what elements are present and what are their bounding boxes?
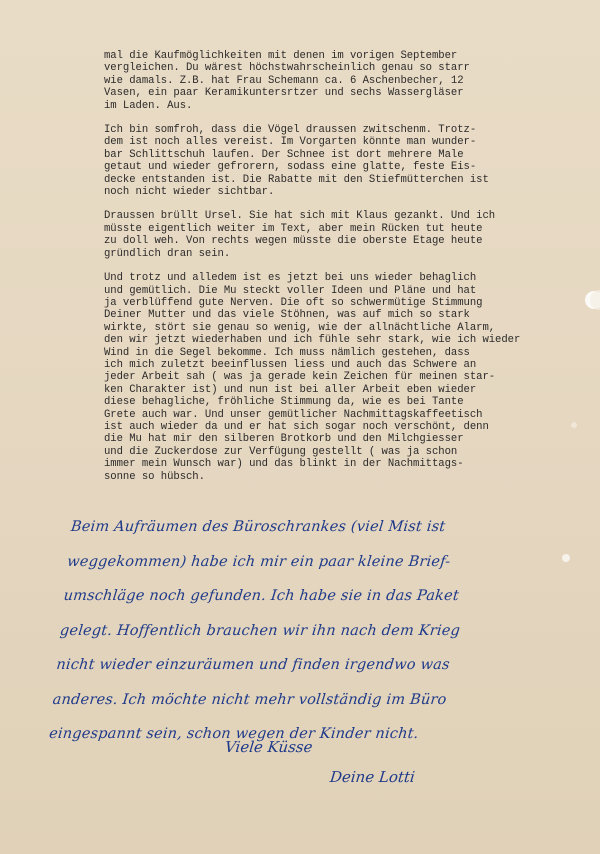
- typed-paragraph: [104, 50, 564, 112]
- typed-line: sonne so hübsch.: [104, 470, 205, 483]
- typed-line: diese behagliche, fröhliche Stimmung da, wie es bei Tante: [104, 396, 464, 409]
- typed-line: ken Charakter ist) und nun ist bei aller Arbeit eben wieder: [104, 383, 477, 396]
- typed-line: jeder Arbeit sah ( was ja gerade kein Zeichen für meinen star-: [104, 371, 496, 384]
- typed-line: dem ist noch alles vereist. Im Vorgarten könnte man wunder-: [104, 136, 477, 149]
- typed-line: wie damals. Z.B. hat Frau Schemann ca. 6 Aschenbecher, 12: [104, 74, 464, 87]
- handwritten-line: umschläge noch gefunden. Ich habe sie in das Paket: [62, 588, 460, 604]
- handwritten-line: gelegt. Hoffentlich brauchen wir ihn nach dem Krieg: [59, 622, 461, 639]
- handwritten-line: anderes. Ich möchte nicht mehr vollständig im Büro: [51, 691, 448, 708]
- closing-greeting: Viele Küsse: [224, 738, 314, 756]
- typed-line: und gemütlich. Die Mu steckt voller Ideen und Pläne und hat: [104, 284, 477, 297]
- handwritten-postscript: [47, 510, 592, 752]
- typed-line: wirkte, stört sie genau so wenig, wie der allnächtliche Alarm,: [104, 321, 496, 334]
- typed-line: und die Zuckerdose zur Verfügung gestellt ( was ja schon: [104, 445, 458, 458]
- typed-line: Deiner Mutter und das viele Stöhnen, was auf mich so stark: [104, 309, 470, 322]
- typed-line: den wir jetzt wiederhaben und ich fühle sehr stark, wie ich wieder: [104, 334, 521, 347]
- typed-line: Und trotz und alledem ist es jetzt bei uns wieder behaglich: [104, 272, 477, 285]
- signature: Deine Lotti: [329, 768, 416, 786]
- typed-line: im Laden. Aus.: [104, 99, 193, 112]
- typed-line: bar Schlittschuh laufen. Der Schnee ist dort mehrere Male: [104, 148, 464, 161]
- handwritten-line: eingespannt sein, schon wegen der Kinder nicht.: [48, 726, 420, 742]
- typed-line: Draussen brüllt Ursel. Sie hat sich mit Klaus gezankt. Und ich: [104, 210, 496, 223]
- typed-line: Vasen, ein paar Keramikuntersrtzer und sechs Wassergläser: [104, 87, 464, 100]
- typed-line: decke entstanden ist. Die Rabatte mit den Stiefmütterchen ist: [104, 173, 489, 186]
- handwritten-line: nicht wieder einzuräumen und finden irgendwo was: [55, 657, 451, 673]
- typed-paragraph: [104, 210, 564, 260]
- typed-line: noch nicht wieder sichtbar.: [104, 186, 275, 199]
- typewritten-text: [104, 50, 564, 495]
- handwritten-line: Beim Aufräumen des Büroschrankes (viel Mist ist: [70, 519, 447, 535]
- typed-line: zu doll weh. Von rechts wegen müsste die oberste Etage heute: [104, 235, 483, 248]
- typed-line: mal die Kaufmöglichkeiten mit denen im vorigen September: [104, 50, 458, 62]
- typed-paragraph: [104, 124, 564, 198]
- typed-line: ist auch wieder da und er hat sich sogar noch verschönt, denn: [104, 420, 489, 433]
- typed-line: Wind in die Segel bekomme. Ich muss nämlich gestehen, dass: [104, 346, 470, 359]
- typed-line: getaut und wieder gefrorern, sodass eine glatte, feste Eis-: [104, 161, 477, 174]
- typed-line: ich mich zuletzt beeinflussen liess und auch das Schwere an: [104, 358, 477, 371]
- typed-line: ja verblüffend gute Nerven. Die oft so schwermütige Stimmung: [104, 296, 483, 309]
- typed-line: vergleichen. Du wärest höchstwahrscheinlich genau so starr: [104, 62, 470, 75]
- typed-line: müsste eigentlich weiter im Text, aber mein Rücken tut heute: [104, 222, 483, 235]
- typed-line: immer mein Wunsch war) und das blinkt in der Nachmittags-: [104, 458, 464, 471]
- typed-line: die Mu hat mir den silberen Brotkorb und den Milchgiesser: [104, 433, 464, 446]
- typed-line: Ich bin somfroh, dass die Vögel draussen zwitschenm. Trotz-: [104, 124, 477, 137]
- handwritten-line: weggekommen) habe ich mir ein paar kleine Brief-: [66, 553, 452, 570]
- typed-paragraph: [104, 272, 564, 483]
- typed-line: gründlich dran sein.: [104, 247, 231, 260]
- typed-line: Grete auch war. Und unser gemütlicher Nachmittagskaffeetisch: [104, 408, 483, 421]
